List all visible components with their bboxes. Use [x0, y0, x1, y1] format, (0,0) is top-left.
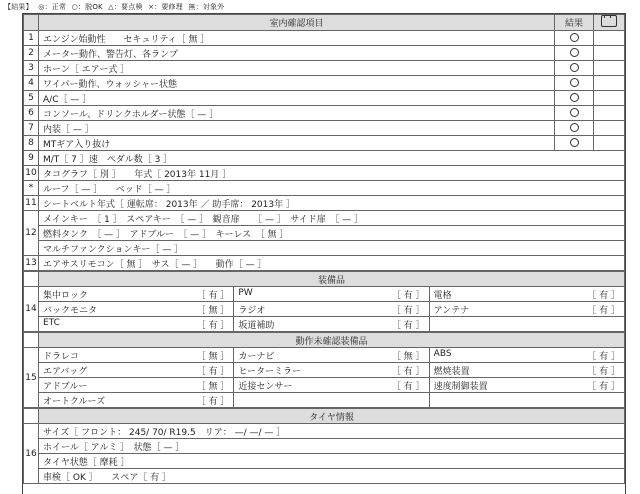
row-number: * [24, 181, 39, 196]
tire-info-table [23, 408, 625, 484]
legend-item: ○：脱OK [71, 3, 103, 11]
row-number: 11 [24, 196, 39, 211]
result-legend [4, 2, 227, 12]
equip-cell: PW ［ 有 ］ [234, 287, 429, 302]
row-number: 14 [24, 287, 39, 332]
thumbs-up-icon [601, 15, 617, 27]
section-title: タイヤ情報 [39, 409, 625, 424]
equip-cell: ラジオ ［ 有 ］ [234, 302, 429, 317]
legend-item: ×：要修理 [148, 3, 183, 11]
result-cell [555, 46, 594, 61]
table-row [24, 151, 625, 166]
equip-cell: オートクルーズ ［ 有 ］ [39, 393, 234, 408]
row-text: M/T［ 7 ］速 ペダル数［ 3 ］ [39, 151, 625, 166]
row-number: 10 [24, 166, 39, 181]
table-row [24, 363, 625, 378]
row-number: 3 [24, 61, 39, 76]
table-row [24, 287, 625, 302]
table-row [24, 106, 625, 121]
row-number: 2 [24, 46, 39, 61]
equip-cell: 燃焼装置 ［ 有 ］ [429, 363, 624, 378]
table-row [24, 454, 625, 469]
equip-cell: 速度制御装置 ［ 有 ］ [429, 378, 624, 393]
row-text: ワイパー動作、ウォッシャー状態 [39, 76, 555, 91]
table-row [24, 76, 625, 91]
table-row [24, 241, 625, 256]
result-cell [555, 121, 594, 136]
table-row [24, 31, 625, 46]
equip-cell: ヒーターミラー ［ 有 ］ [234, 363, 429, 378]
table-row [24, 469, 625, 484]
header-icon-cell [594, 15, 625, 31]
legend-item: 【結果】 [4, 3, 33, 11]
result-cell [555, 136, 594, 151]
row-number: 13 [24, 256, 39, 271]
row-text: タイヤ状態［ 摩耗 ］ [39, 454, 625, 469]
row-number: 4 [24, 76, 39, 91]
legend-item: △：要点検 [108, 3, 143, 11]
row-text: エアサスリモコン［ 無 ］ サス［ — ］ 動作［ — ］ [39, 256, 625, 271]
unchecked-equipment-table [23, 332, 625, 408]
row-text: ホーン［ エアー式 ］ [39, 61, 555, 76]
ok-circle-icon [570, 138, 579, 147]
row-text: 燃料タンク ［ — ］ アドブルー ［ — ］ キーレス ［ 無 ］ [39, 226, 625, 241]
header-blank [24, 15, 39, 31]
row-text: A/C［ — ］ [39, 91, 555, 106]
row-number: 1 [24, 31, 39, 46]
table-row [24, 348, 625, 363]
table-row [24, 121, 625, 136]
row-number: 12 [24, 211, 39, 256]
result-cell [555, 106, 594, 121]
equip-cell: 電格 ［ 有 ］ [429, 287, 624, 302]
row-number: 16 [24, 424, 39, 484]
row-text: ホイール［ アルミ ］ 状態［ — ］ [39, 439, 625, 454]
table-row [24, 61, 625, 76]
legend-item: 無：対象外 [188, 3, 225, 11]
equip-cell: 集中ロック ［ 有 ］ [39, 287, 234, 302]
equip-cell [429, 317, 624, 332]
equip-cell [234, 393, 429, 408]
row-number: 8 [24, 136, 39, 151]
row-number: 9 [24, 151, 39, 166]
legend-item: ◎：正常 [38, 3, 67, 11]
table-row [24, 46, 625, 61]
equipment-table [23, 271, 625, 332]
ok-circle-icon [570, 33, 579, 42]
equip-cell: アドブルー ［ 無 ］ [39, 378, 234, 393]
row-text: サイズ［ フロント： 245/ 70/ R19.5 リア： —/ —/ — ］ [39, 424, 625, 439]
row-number: 5 [24, 91, 39, 106]
row-text: コンソール、ドリンクホルダー状態［ — ］ [39, 106, 555, 121]
ok-circle-icon [570, 93, 579, 102]
table-row [24, 256, 625, 271]
equip-cell: カーナビ ［ 無 ］ [234, 348, 429, 363]
row-number: 7 [24, 121, 39, 136]
table-row [24, 211, 625, 226]
interior-check-table [23, 14, 625, 271]
ok-circle-icon [570, 78, 579, 87]
row-text: メインキー ［ 1 ］ スペアキー ［ — ］ 観音扉 ［ — ］ サイド扉 ［ — ］ [39, 211, 625, 226]
result-cell [555, 61, 594, 76]
table-row [24, 439, 625, 454]
table-row [24, 302, 625, 317]
row-text: エンジン始動性 セキュリティ［ 無 ］ [39, 31, 555, 46]
header-title: 室内確認項目 [39, 15, 555, 31]
table-row [24, 136, 625, 151]
row-number: 6 [24, 106, 39, 121]
equip-cell: アンテナ ［ 有 ］ [429, 302, 624, 317]
ok-circle-icon [570, 63, 579, 72]
table-row [24, 317, 625, 332]
row-text: 内装［ — ］ [39, 121, 555, 136]
row-text: タコグラフ［ 別 ］ 年式［ 2013年 11月 ］ [39, 166, 625, 181]
equip-cell: ABS ［ 有 ］ [429, 348, 624, 363]
ok-circle-icon [570, 108, 579, 117]
result-cell [555, 76, 594, 91]
table-row [24, 226, 625, 241]
result-cell [555, 91, 594, 106]
table-row [24, 181, 625, 196]
row-text: メーター動作、警告灯、各ランプ [39, 46, 555, 61]
table-row [24, 166, 625, 181]
equip-cell: バックモニタ ［ 無 ］ [39, 302, 234, 317]
section-title: 動作未確認装備品 [39, 333, 625, 348]
equip-cell: ドラレコ ［ 無 ］ [39, 348, 234, 363]
table-row [24, 196, 625, 211]
row-number: 15 [24, 348, 39, 408]
row-text: 車検［ OK ］ スペア［ 有 ］ [39, 469, 625, 484]
ok-circle-icon [570, 123, 579, 132]
result-cell [555, 31, 594, 46]
table-row [24, 91, 625, 106]
table-row [24, 424, 625, 439]
inspection-sheet [22, 13, 626, 494]
header-result: 結果 [555, 15, 594, 31]
equip-cell: 坂道補助 ［ 有 ］ [234, 317, 429, 332]
equip-cell: 近接センサー ［ 有 ］ [234, 378, 429, 393]
row-text: マルチファンクションキー［ — ］ [39, 241, 625, 256]
table-row [24, 393, 625, 408]
row-text: ルーフ［ — ］ ベッド［ — ］ [39, 181, 625, 196]
table-header [24, 15, 625, 31]
row-text: MTギア入り抜け [39, 136, 555, 151]
equip-cell: エアバッグ ［ 有 ］ [39, 363, 234, 378]
ok-circle-icon [570, 48, 579, 57]
equip-cell: ETC ［ 有 ］ [39, 317, 234, 332]
section-title: 装備品 [39, 272, 625, 287]
row-text: シートベルト年式［ 運転席： 2013年 ／ 助手席： 2013年 ］ [39, 196, 625, 211]
equip-cell [429, 393, 624, 408]
table-row [24, 378, 625, 393]
